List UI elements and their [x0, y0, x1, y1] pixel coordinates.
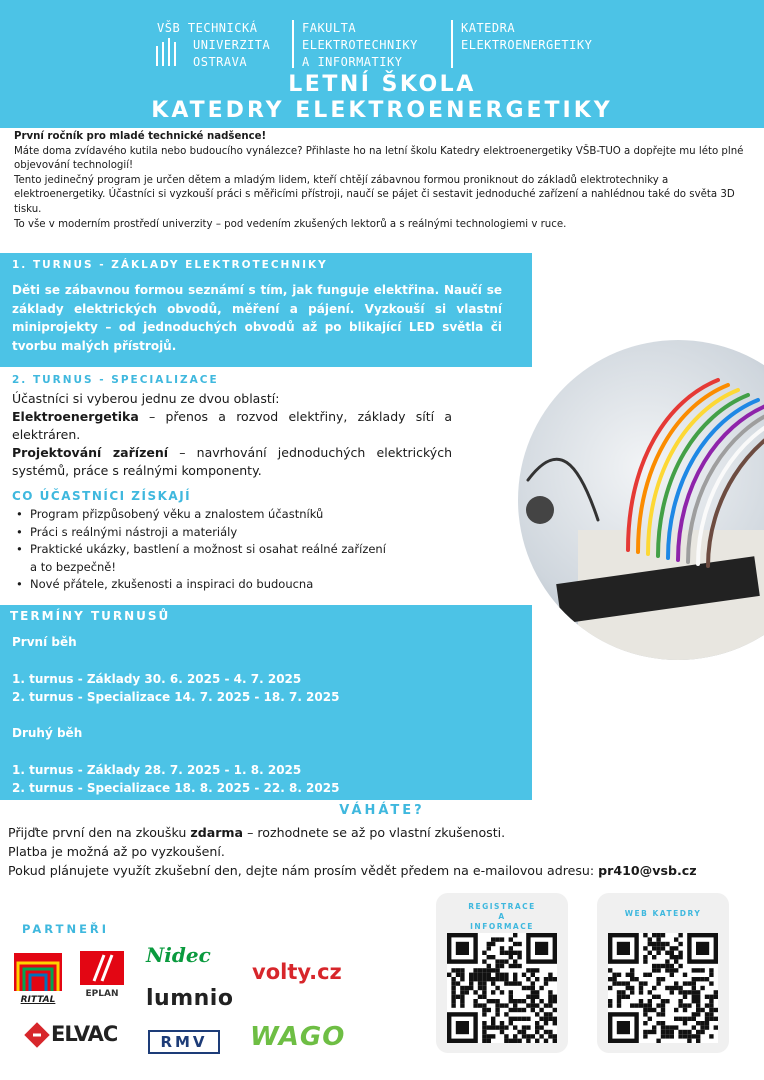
list-item: • Praktické ukázky, bastlení a možnost si osahat reálné zařízení a to bezpečně! [14, 541, 390, 576]
header-divider [451, 20, 453, 68]
partners-heading: PARTNEŘI [22, 922, 110, 936]
intro-lead: První ročník pro mladé technické nadšence! [14, 131, 267, 142]
volty-logo: volty.cz [252, 960, 342, 984]
registration-card[interactable] [436, 893, 568, 1053]
run1-title: První běh [12, 635, 77, 649]
list-item: • Program přizpůsobený věku a znalostem účastníků [14, 506, 434, 524]
web-title: WEB KATEDRY [624, 909, 702, 918]
text-segment: – rozhodnete se až po vlastní zkušenosti. [243, 825, 506, 840]
turnus2-heading: 2. TURNUS - SPECIALIZACE [12, 374, 219, 386]
rittal-logo [14, 953, 62, 1005]
rittal-text: RITTAL [20, 995, 56, 1005]
run2-turnus2: 2. turnus - Specializace 18. 8. 2025 - 22. 8. 2025 [12, 781, 340, 795]
eplan-logo [80, 951, 124, 999]
page-title: LETNÍ ŠKOLA [288, 72, 476, 97]
faculty-line-3: A INFORMATIKY [302, 55, 403, 69]
intro-paragraph: To vše v moderním prostředí univerzity – pod vedením zkušených lektorů a s reálnými technologiemi v ruce. [14, 218, 567, 230]
intro-paragraph: Tento jedinečný program je určen dětem a mladým lidem, kteří chtějí zábavnou formou proniknout do základů elektrotechniky a elektroenergetiky. Účastníci si vyzkouší práci s měřicími přístroji, naučí se pájet či sestavit jednoduché zařízení a nahlédnou také do světa 3D tisku. [14, 174, 735, 215]
wago-logo: WAGO [250, 1022, 346, 1052]
univ-line-2: UNIVERZITA [193, 38, 271, 52]
intro-paragraph: Máte doma zvídavého kutila nebo budoucího vynálezce? Přihlaste ho na letní školu Katedry elektroenergetiky VŠB-TUO a dopřejte mu léto plné objevování technologií! [14, 145, 744, 172]
list-item: • Nové přátele, zkušenosti a inspiraci do budoucna [14, 576, 434, 594]
dept-line-2: ELEKTROENERGETIKY [461, 38, 593, 52]
registration-title [436, 902, 568, 932]
rittal-logo-icon [14, 953, 62, 991]
elvac-text: ELVAC [51, 1022, 118, 1046]
turnus2-intro: Účastníci si vyberou jednu ze dvou oblastí: [12, 391, 280, 406]
faculty-line-1: FAKULTA [302, 21, 357, 35]
registration-qr-code[interactable] [447, 933, 557, 1043]
run1-turnus1: 1. turnus - Základy 30. 6. 2025 - 4. 7. 2025 [12, 672, 302, 686]
option-title: Elektroenergetika [12, 409, 139, 424]
faculty-name [302, 20, 418, 71]
elvac-logo [24, 1022, 124, 1052]
department-name [461, 20, 592, 54]
eplan-logo-icon [80, 951, 124, 985]
terms-box [0, 605, 532, 800]
web-qr-code[interactable] [608, 933, 718, 1043]
faculty-line-2: ELEKTROTECHNIKY [302, 38, 418, 52]
hesitate-line [8, 861, 758, 880]
page-subtitle: KATEDRY ELEKTROENERGETIKY [151, 98, 613, 123]
option-title: Projektování zařízení [12, 445, 169, 460]
card-title-line: A [498, 912, 506, 921]
run1-turnus2: 2. turnus - Specializace 14. 7. 2025 - 18. 7. 2025 [12, 690, 340, 704]
turnus2-body [12, 390, 452, 480]
elvac-logo-icon [24, 1022, 50, 1048]
hesitate-heading: VÁHÁTE? [339, 803, 425, 818]
univ-line-1: VŠB TECHNICKÁ [157, 21, 258, 35]
electronics-photo [518, 340, 764, 660]
free-highlight: zdarma [190, 825, 244, 840]
text-segment: Přijďte první den na zkoušku [8, 825, 191, 840]
qr-code-icon [447, 933, 557, 1043]
turnus2-option-1 [12, 408, 452, 444]
hesitate-line [8, 823, 758, 842]
hesitate-line: Platba je možná až po vyzkoušení. [8, 844, 225, 859]
lumnio-logo: lumnio [146, 986, 234, 1011]
nidec-logo: Nidec [146, 943, 211, 967]
header-banner [0, 0, 764, 128]
web-card[interactable] [597, 893, 729, 1053]
email-link[interactable]: pr410@vsb.cz [598, 863, 697, 878]
gains-list [14, 506, 434, 594]
turnus2-option-2 [12, 444, 452, 480]
header-divider [292, 20, 294, 68]
option-text: – navrhování jednoduchých elektrických systémů, práce s reálnými komponenty. [12, 445, 452, 478]
turnus1-body: Děti se zábavnou formou seznámí s tím, jak funguje elektřina. Naučí se základy elektrických obvodů, měření a pájení. Vyzkouší si vlastní miniprojekty – od jednoduchých obvodů až po blikající LED světla či tvorbu malých přístrojů. [12, 283, 502, 353]
university-name [157, 20, 270, 71]
gains-heading: CO ÚČASTNÍCI ZÍSKAJÍ [12, 489, 192, 503]
qr-code-icon [608, 933, 718, 1043]
option-text: – přenos a rozvod elektřiny, základy sítí a elektráren. [12, 409, 452, 442]
breadboard-wires-illustration [518, 340, 764, 660]
text-segment: Pokud plánujete využít zkušební den, dejte nám prosím vědět předem na e-mailovou adresu: [8, 863, 599, 878]
hesitate-body [8, 823, 758, 880]
intro-text [14, 130, 756, 232]
turnus1-heading: 1. TURNUS - ZÁKLADY ELEKTROTECHNIKY [12, 259, 328, 271]
turnus1-box [0, 253, 532, 367]
card-title-line: REGISTRACE [468, 902, 536, 911]
list-item: • Práci s reálnými nástroji a materiály [14, 524, 434, 542]
eplan-text: EPLAN [85, 989, 119, 999]
univ-line-3: OSTRAVA [193, 55, 248, 69]
card-title-line: INFORMACE [470, 922, 534, 931]
run2-title: Druhý běh [12, 726, 83, 740]
terms-heading: TERMÍNY TURNUSŮ [10, 609, 171, 623]
dept-line-1: KATEDRA [461, 21, 516, 35]
run2-turnus1: 1. turnus - Základy 28. 7. 2025 - 1. 8. 2025 [12, 763, 302, 777]
rmv-logo: RMV [148, 1030, 220, 1054]
